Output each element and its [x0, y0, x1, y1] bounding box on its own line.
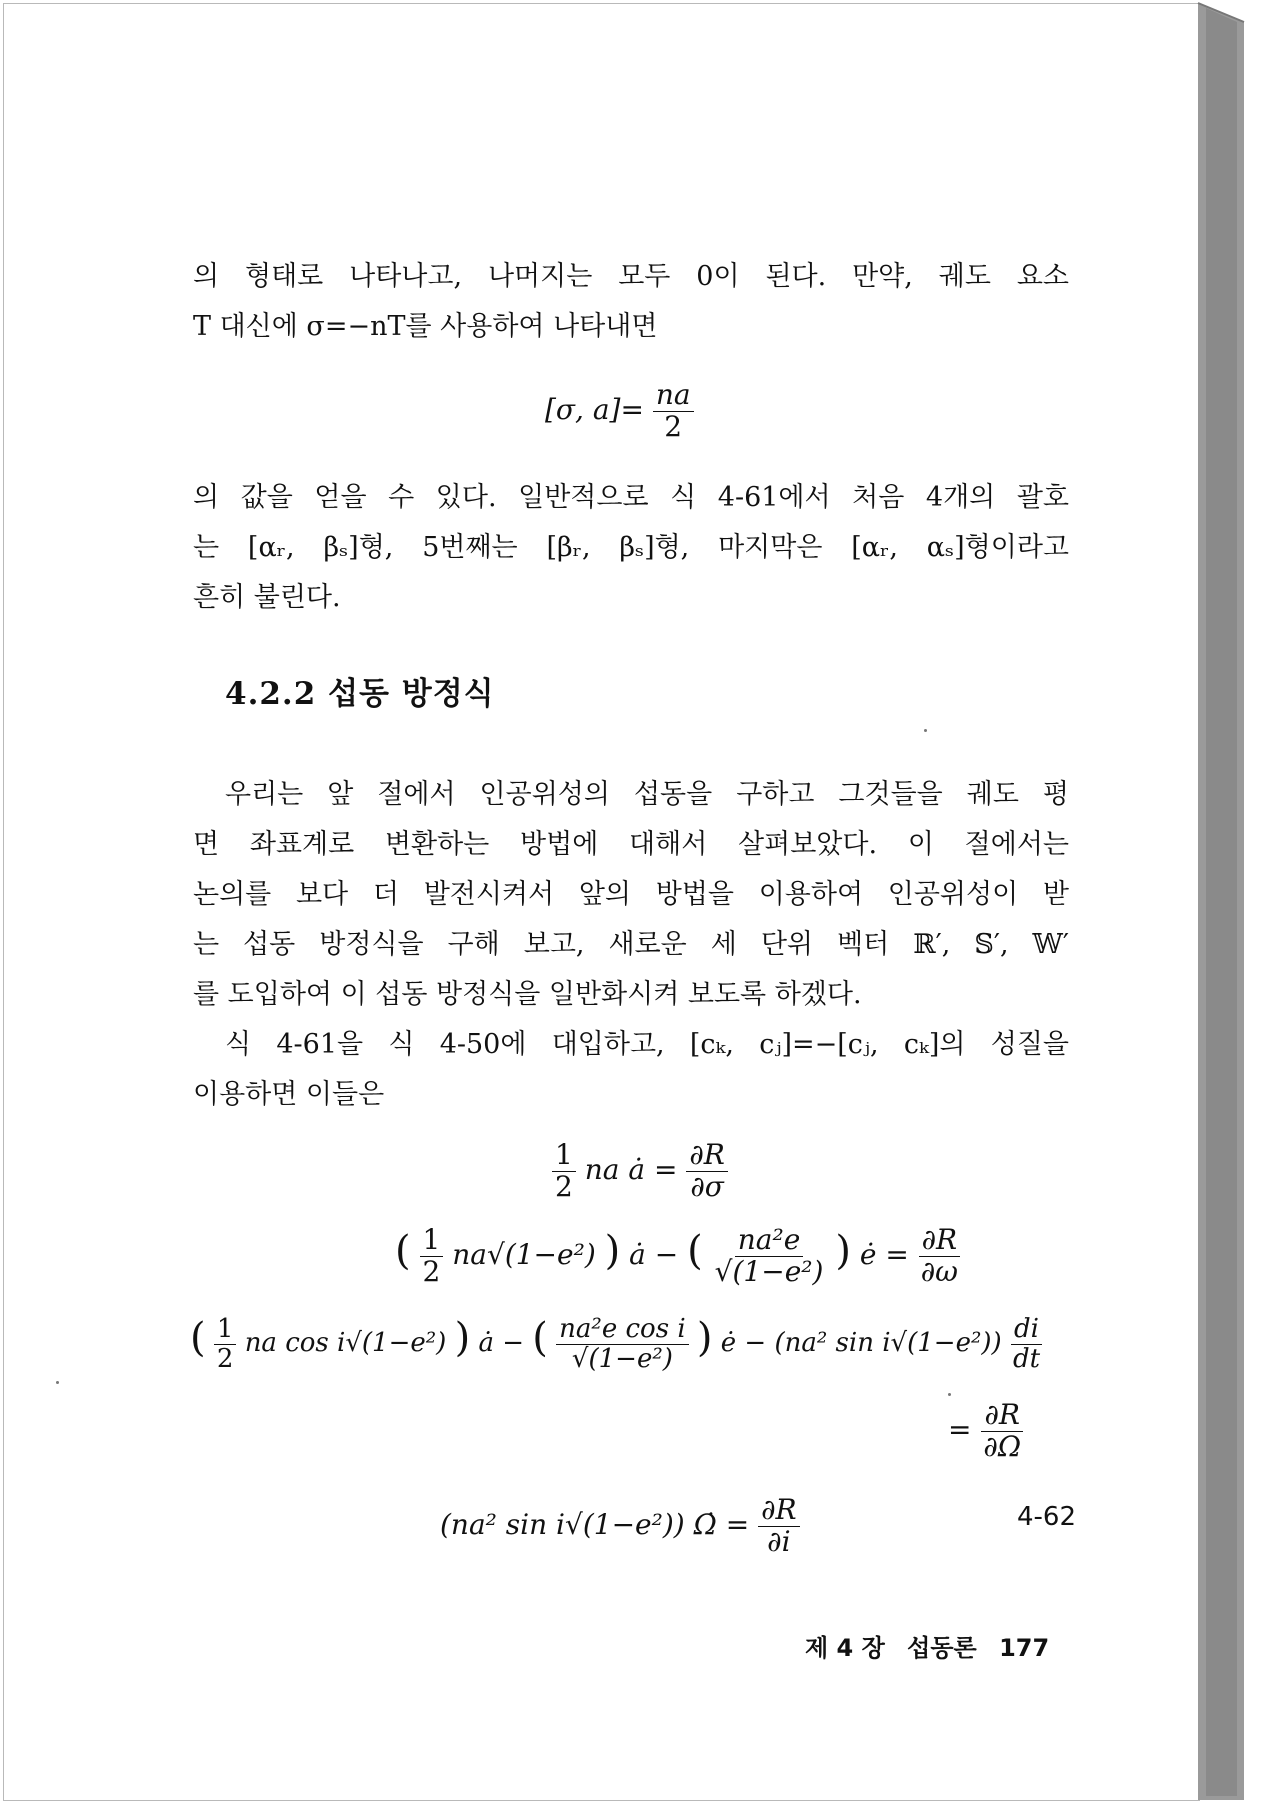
fraction: [214, 1315, 237, 1373]
fraction-numerator: ∂R: [981, 1400, 1023, 1432]
paren-close: ): [835, 1227, 851, 1274]
eq-text: ȧ −: [629, 1237, 679, 1271]
fraction: [556, 1315, 688, 1373]
fraction-denominator: 2: [555, 1169, 573, 1203]
eq-text: ȧ −: [478, 1328, 525, 1359]
fraction-denominator: 2: [664, 409, 683, 443]
fraction-denominator: 2: [422, 1254, 441, 1288]
paren-open: (: [687, 1227, 703, 1274]
eq-text: (na² sin i√(1−e²)) Ω̇ =: [440, 1507, 750, 1541]
equation-3-continuation: [948, 1400, 1024, 1463]
paren-open: (: [395, 1227, 411, 1274]
paragraph-1: [193, 252, 1069, 352]
fraction: [918, 1225, 961, 1288]
text-line: 면 좌표계로 변환하는 방법에 대해서 살펴보았다. 이 절에서는: [193, 829, 1069, 860]
print-speck: [948, 1393, 951, 1396]
equation-2: [395, 1225, 961, 1288]
eq-text: [σ, a]=: [545, 392, 644, 426]
text-line: T 대신에 σ=−nT를 사용하여 나타내면: [193, 311, 658, 342]
eq-text: na ȧ =: [584, 1152, 678, 1186]
chapter-label: 제 4 장: [805, 1634, 885, 1662]
fraction-numerator: 1: [420, 1225, 444, 1257]
fraction-numerator: ∂R: [919, 1225, 961, 1257]
text-line: 의 값을 얻을 수 있다. 일반적으로 식 4-61에서 처음 4개의 괄호: [193, 482, 1069, 513]
text-line: 우리는 앞 절에서 인공위성의 섭동을 구하고 그것들을 궤도 평: [225, 779, 1069, 810]
fraction: [1010, 1315, 1043, 1373]
page-number: 177: [999, 1634, 1050, 1662]
text-line: 를 도입하여 이 섭동 방정식을 일반화시켜 보도록 하겠다.: [193, 979, 862, 1010]
fraction: [712, 1225, 827, 1288]
fraction: [686, 1140, 728, 1203]
section-heading: 4.2.2 섭동 방정식: [225, 676, 495, 712]
fraction-denominator: ∂ω: [920, 1254, 958, 1288]
fraction-denominator: dt: [1012, 1343, 1041, 1374]
paragraph-3: [193, 770, 1069, 1120]
equation-number: 4-62: [1016, 1502, 1076, 1532]
fraction-numerator: ∂R: [686, 1140, 728, 1172]
fraction-denominator: 2: [216, 1343, 234, 1374]
equation-1: [552, 1140, 728, 1203]
fraction-numerator: na²e cos i: [556, 1315, 688, 1345]
paren-open: (: [532, 1315, 548, 1362]
text-line: 식 4-61을 식 4-50에 대입하고, [cₖ, cⱼ]=−[cⱼ, cₖ]의 성질을: [225, 1029, 1069, 1060]
paren-close: ): [604, 1227, 621, 1274]
equation-3: [190, 1315, 1043, 1373]
text-line: 의 형태로 나타나고, 나머지는 모두 0이 된다. 만약, 궤도 요소: [193, 261, 1069, 292]
fraction-denominator: √(1−e²): [714, 1254, 824, 1288]
fraction-numerator: 1: [552, 1140, 576, 1172]
paren-close: ): [696, 1315, 713, 1362]
page-footer: [805, 1628, 1063, 1663]
fraction: [758, 1495, 800, 1558]
fraction-numerator: ∂R: [758, 1495, 800, 1527]
paren-close: ): [454, 1315, 471, 1362]
text-line: 흔히 불린다.: [193, 582, 341, 613]
paren-open: (: [190, 1315, 206, 1362]
fraction-numerator: na: [653, 380, 694, 412]
fraction-denominator: ∂σ: [690, 1169, 724, 1203]
text-line: 는 섭동 방정식을 구해 보고, 새로운 세 단위 벡터 ℝ′, 𝕊′, 𝕎′: [193, 929, 1069, 960]
fraction-denominator: ∂i: [767, 1524, 791, 1558]
fraction-numerator: 1: [214, 1315, 237, 1345]
text-line: 는 [αᵣ, βₛ]형, 5번째는 [βᵣ, βₛ]형, 마지막은 [αᵣ, αₛ]형이라고: [193, 532, 1069, 563]
chapter-title: 섭동론: [907, 1634, 977, 1662]
eq-text: na cos i√(1−e²): [244, 1328, 447, 1359]
fraction-numerator: di: [1011, 1315, 1042, 1345]
fraction: [420, 1225, 444, 1288]
text-line: 이용하면 이들은: [193, 1079, 385, 1110]
paragraph-2: [193, 473, 1069, 623]
fraction-denominator: √(1−e²): [571, 1343, 673, 1374]
text-line: 논의를 보다 더 발전시켜서 앞의 방법을 이용하여 인공위성이 받: [193, 879, 1069, 910]
eq-text: na√(1−e²): [452, 1237, 596, 1271]
equation-sigma-a: [545, 380, 694, 443]
print-speck: [56, 1381, 59, 1384]
print-speck: [924, 729, 927, 732]
fraction: [980, 1400, 1024, 1463]
fraction: [653, 380, 694, 443]
fraction: [552, 1140, 576, 1203]
fraction-denominator: ∂Ω: [983, 1429, 1022, 1463]
fraction-numerator: na²e: [735, 1225, 804, 1257]
eq-text: ė − (na² sin i√(1−e²)): [720, 1328, 1002, 1359]
eq-text: =: [948, 1412, 972, 1446]
equation-4: [440, 1495, 800, 1558]
eq-text: ė =: [859, 1237, 909, 1271]
